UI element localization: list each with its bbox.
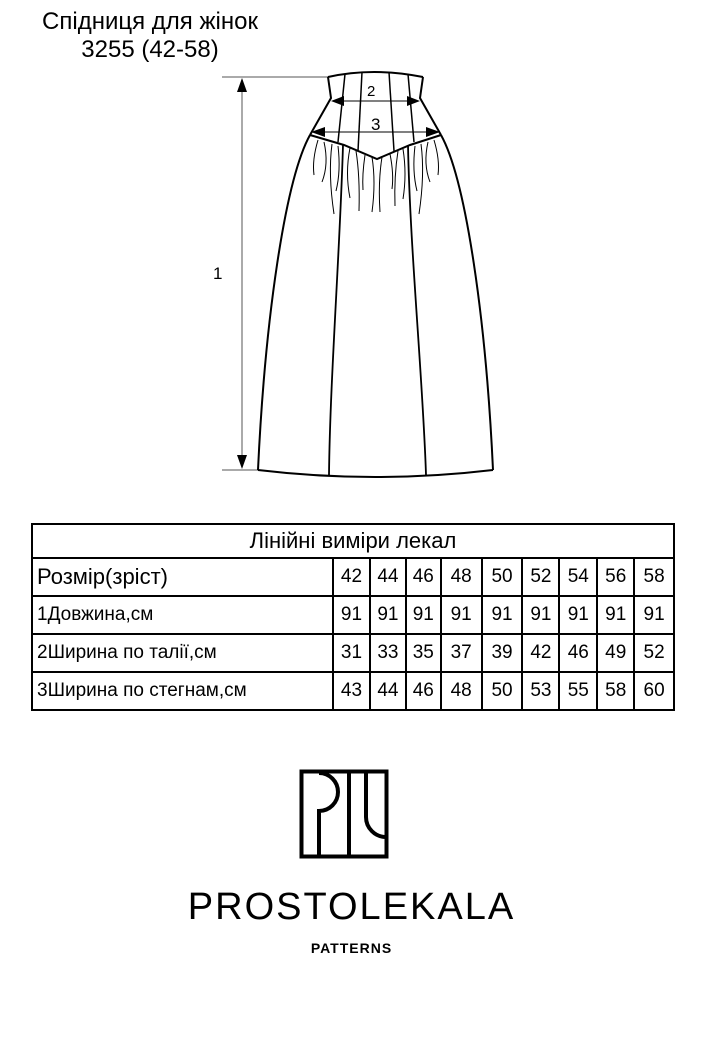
value-cell: 43 [334,673,371,709]
value-cell: 44 [371,673,407,709]
value-cell: 35 [407,635,442,671]
value-cell: 55 [560,673,598,709]
size-cell: 56 [598,559,635,595]
table-title: Лінійні виміри лекал [33,525,673,559]
value-cell: 91 [407,597,442,633]
title-line-1: Спідниця для жінок [42,8,258,35]
value-cell: 33 [371,635,407,671]
row-label-waist: 2Ширина по талії,см [33,635,334,671]
value-cell: 91 [483,597,524,633]
value-cell: 37 [442,635,483,671]
value-cell: 42 [523,635,560,671]
value-cell: 91 [560,597,598,633]
value-cell: 91 [598,597,635,633]
size-header-label: Розмір(зріст) [33,559,334,595]
value-cell: 52 [643,642,665,663]
value-cell: 91 [643,604,665,625]
size-cell: 48 [442,559,483,595]
size-cell: 50 [483,559,524,595]
value-cell: 91 [442,597,483,633]
value-cell: 49 [598,635,635,671]
brand-subtitle: PATTERNS [310,940,393,956]
value-cell: 58 [598,673,635,709]
size-cell: 58 [643,566,665,587]
title-line-2: 3255 (42-58) [81,36,219,63]
value-cell: 48 [442,673,483,709]
value-cell: 91 [371,597,407,633]
brand-logo-icon [299,769,389,859]
measurements-table [31,523,675,711]
waist-label: 2 [367,83,376,100]
value-cell: 39 [483,635,524,671]
value-cell: 91 [334,597,371,633]
skirt-technical-drawing [0,0,703,500]
size-cell: 54 [560,559,598,595]
table-row [33,597,673,635]
size-cell: 52 [523,559,560,595]
row-label-hip: 3Ширина по стегнам,см [33,673,334,709]
value-cell: 91 [523,597,560,633]
table-row [33,673,673,709]
value-cell: 46 [407,673,442,709]
size-cell: 46 [407,559,442,595]
waistband-seams [338,72,414,151]
value-cell: 53 [523,673,560,709]
hip-dimension [311,115,440,137]
value-cell: 60 [643,680,665,701]
value-cell: 31 [334,635,371,671]
size-cell: 44 [371,559,407,595]
value-cell: 46 [560,635,598,671]
row-label-length: 1Довжина,см [33,597,334,633]
size-cell: 42 [334,559,371,595]
gathers [314,140,439,214]
value-cell: 50 [483,673,524,709]
length-label: 1 [213,264,223,283]
table-row [33,635,673,673]
table-header-row [33,559,673,597]
brand-name: PROSTOLEKALA [187,886,516,928]
hip-label: 3 [371,115,381,134]
